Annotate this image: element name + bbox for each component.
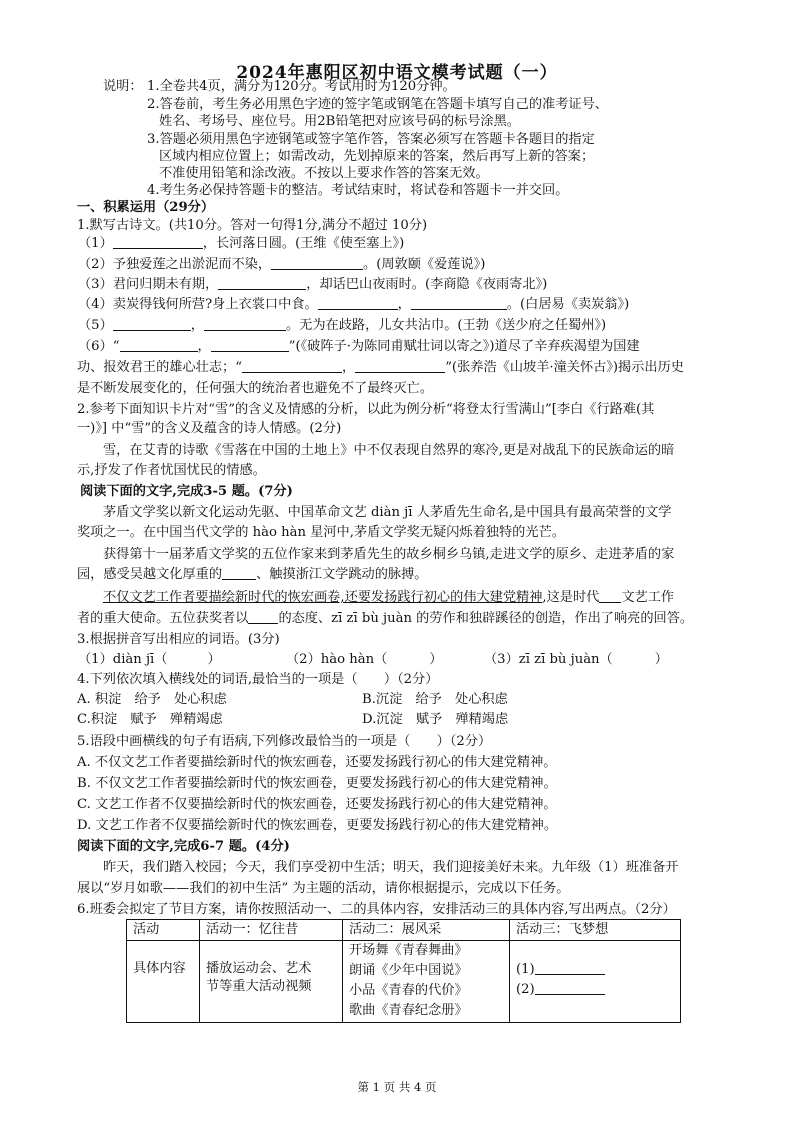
reading2-p1b: 展以“岁月如歌——我们的初中生活” 为主题的活动，请你根据提示，完成以下任务。 [77,881,570,896]
answer-blank[interactable] [411,297,507,310]
reading1-p2b-tail: 、触摸浙江文学跳动的脉搏。 [256,567,428,582]
answer-blank[interactable] [535,982,605,995]
answer-blank[interactable] [271,257,363,270]
q4-option-c[interactable]: C.积淀 赋予 殚精竭虑 [77,712,223,727]
activity2-item: 歌曲《青春纪念册》 [349,1003,468,1018]
activity3-label-1: (1) [516,962,535,977]
table-header-activity2: 活动二：展风采 [343,920,510,941]
activity3-answer-2[interactable] [516,980,674,1000]
q1-l4-text: （4）卖炭得钱何所营?身上衣裳口中食。 [78,297,318,312]
section1-heading: 一、积累运用（29分） [77,200,215,215]
program-table [126,919,681,1023]
reading1-p3b [77,610,693,627]
q1-l6b-tail: ”(张养浩《山坡羊·潼关怀古》)揭示出历史 [445,360,684,375]
reading1-p1b: 奖项之一。在中国当代文学的 hào hàn 星河中,茅盾文学奖无疑闪烁着独特的光芒。 [77,525,565,540]
q3-stem: 3.根据拼音写出相应的词语。(3分) [77,632,280,647]
q1-l4-sep: ， [397,297,411,312]
table-row [127,941,681,1023]
q1-l6b-head: 功、报效君王的雄心壮志；“ [77,360,242,375]
reading1-p3b-head: 者的重大使命。五位获奖者以 [77,611,249,626]
q1-stem: 1.默写古诗文。(共10分。答对一句得1分,满分不超过 10分) [77,218,428,233]
activity2-item: 小品《青春的代价》 [349,983,468,998]
table-cell-content-label: 具体内容 [127,941,200,1023]
q2-card-line1: 雪，在艾青的诗歌《雪落在中国的土地上》中不仅表现自然界的寒冷,更是对战乱下的民族命运的暗 [103,443,675,458]
q1-line6 [78,338,640,355]
reading1-p3a-mid: ,这是时代 [542,590,600,605]
reading2-heading: 阅读下面的文字,完成6-7 题。(4分) [77,839,290,854]
q4-option-d[interactable]: D.沉淀 赋予 殚精竭虑 [362,712,509,727]
q1-line6b [77,359,684,376]
q3-item3 [484,651,668,668]
q1-line3 [78,276,547,293]
q1-line4 [78,296,629,313]
activity2-item: 开场舞《青春舞曲》 [349,943,468,958]
reading2-p1a: 昨天，我们踏入校园；今天，我们享受初中生活；明天，我们迎接美好未来。九年级（1）班准备开 [103,860,679,875]
reading1-p3a [103,589,674,606]
instructions-label: 说明： [103,79,143,94]
q4-stem: 4.下列依次填入横线处的词语,最恰当的一项是（ ）（2分） [77,672,439,687]
answer-blank[interactable] [113,236,203,249]
answer-blank[interactable] [248,611,278,624]
activity3-label-2: (2) [516,982,535,997]
q3-item1-label: （1）diàn jī（ [78,652,168,667]
instruction-3c: 不准使用铅笔和涂改液。不按以上要求作答的答案无效。 [159,166,489,181]
q1-l6-tail: ”(《破阵子·为陈同甫赋壮词以寄之》)道尽了辛弃疾渴望为国建 [288,339,640,354]
reading1-p2a: 获得第十一届茅盾文学奖的五位作家来到茅盾先生的故乡桐乡乌镇,走进文学的原乡、走进茅盾的家 [103,547,675,562]
q1-l5-num: （5） [78,318,113,333]
reading1-p2b [77,566,428,583]
q1-line2 [78,256,485,273]
answer-blank[interactable] [211,339,289,352]
activity1-line2: 节等重大活动视频 [206,979,312,994]
q2-line2: 一)》] 中“雪”的含义及蕴含的诗人情感。(2分) [77,421,342,436]
answer-blank[interactable] [535,962,605,975]
answer-blank[interactable] [318,297,398,310]
q4-option-a[interactable]: A. 积淀 给予 处心积虑 [77,692,227,707]
q1-l3-tail: ，却话巴山夜雨时。(李商隐《夜雨寄北》) [306,277,548,292]
q1-l2-text: （2）予独爱莲之出淤泥而不染， [78,257,272,272]
reading1-p1a: 茅盾文学奖以新文化运动先驱、中国革命文艺 diàn jī 人茅盾先生命名,是中国具有最高荣誉的文学 [103,505,672,520]
q1-l1-num: （1） [78,236,113,251]
page-footer: 第 1 页 共 4 页 [357,1080,437,1094]
instruction-3b: 区域内相应位置上；如需改动，先划掉原来的答案，然后再写上新的答案； [159,149,595,164]
q1-l6-head: （6）“ [78,339,120,354]
q5-option-a[interactable]: A. 不仅文艺工作者要描绘新时代的恢宏画卷，还要发扬践行初心的伟大建党精神。 [77,755,557,770]
q5-stem: 5.语段中画横线的句子有语病,下列修改最恰当的一项是（ ）（2分） [77,734,492,749]
reading1-heading: 阅读下面的文字,完成3-5 题。(7分) [80,484,293,499]
q4-option-b[interactable]: B.沉淀 给予 处心积虑 [362,692,508,707]
answer-blank[interactable] [242,360,342,373]
q5-option-b[interactable]: B. 不仅文艺工作者要描绘新时代的恢宏画卷，更要发扬践行初心的伟大建党精神。 [77,776,557,791]
table-cell-activity3 [510,941,681,1023]
table-header-activity: 活动 [127,920,200,941]
q1-l5-tail: 。无为在歧路，儿女共沾巾。(王勃《送少府之任蜀州》) [285,318,607,333]
q1-line1 [78,235,404,252]
q2-card-line2: 示,抒发了作者忧国忧民的情感。 [77,463,266,478]
q1-l2-tail: 。(周敦颐《爱莲说》) [363,257,486,272]
q3-item1 [78,651,221,668]
table-cell-activity2 [343,941,510,1023]
q1-l3-text: （3）君问归期未有期， [78,277,219,292]
q1-line6c: 是不断发展变化的，任何强大的统治者也避免不了最终灭亡。 [77,381,434,396]
q3-item3-close: ） [654,652,668,667]
q3-item1-close: ） [207,652,221,667]
q3-item3-label: （3）zī zī bù juàn（ [484,652,613,667]
answer-blank[interactable] [599,590,621,603]
table-header-activity3: 活动三：飞梦想 [510,920,681,941]
reading1-p3b-tail: 的态度、zī zī bù juàn 的劳作和独辟蹊径的创造，作出了响亮的回答。 [278,611,694,626]
instruction-3: 3.答题必须用黑色字迹钢笔或签字笔作答，答案必须写在答题卡各题目的指定 [147,132,595,147]
answer-blank[interactable] [222,567,256,580]
q1-l6-sep: ， [197,339,211,354]
instruction-2b: 姓名、考场号、座位号。用2B铅笔把对应该号码的标号涂黑。 [159,114,520,129]
q3-item2-label: （2）hào hàn（ [286,652,388,667]
answer-blank[interactable] [113,318,191,331]
answer-blank[interactable] [355,360,445,373]
q1-l5-sep: ， [190,318,204,333]
q3-item2 [286,651,442,668]
q3-item2-close: ） [429,652,443,667]
activity1-line1: 播放运动会、艺术 [206,961,312,976]
activity3-answer-1[interactable] [516,960,674,980]
q5-option-d[interactable]: D. 文艺工作者不仅要描绘新时代的恢宏画卷，更要发扬践行初心的伟大建党精神。 [77,818,558,833]
answer-blank[interactable] [120,339,198,352]
instruction-2: 2.答卷前，考生务必用黑色字迹的签字笔或钢笔在答题卡填写自己的准考证号、 [147,97,608,112]
table-row [127,920,681,941]
reading1-p2b-head: 园，感受吴越文化厚重的 [77,567,223,582]
q2-line1: 2.参考下面知识卡片对“雪”的含义及情感的分析，以此为例分析“将登太行雪满山”[李白《行路难(其 [77,402,655,417]
instruction-4: 4.考生务必保持答题卡的整洁。考试结束时，将试卷和答题卡一并交回。 [147,183,569,198]
q1-l1-text: ，长河落日圆。(王维《使至塞上》) [202,236,405,251]
answer-blank[interactable] [204,318,286,331]
q1-l4-tail: 。(白居易《卖炭翁》) [506,297,630,312]
underlined-sentence: 不仅文艺工作者要描绘新时代的恢宏画卷,还要发扬践行初心的伟大建党精神 [103,590,543,605]
q1-l6b-sep: ， [342,360,356,375]
q5-option-c[interactable]: C. 文艺工作者不仅要描绘新时代的恢宏画卷，还要发扬践行初心的伟大建党精神。 [77,797,557,812]
q6-stem: 6.班委会拟定了节目方案，请你按照活动一、二的具体内容，安排活动三的具体内容,写出两点。（2分） [77,902,676,917]
page-title: 2024年惠阳区初中语文模考试题（一） [236,63,558,83]
q1-line5 [78,317,606,334]
table-cell-activity1 [200,941,343,1023]
table-header-activity1: 活动一：忆往昔 [200,920,343,941]
activity2-item: 朗诵《少年中国说》 [349,963,468,978]
answer-blank[interactable] [218,277,306,290]
instruction-1: 1.全卷共4页，满分为120分。考试用时为120分钟。 [147,79,456,94]
reading1-p3a-tail: 文艺工作 [621,590,675,605]
